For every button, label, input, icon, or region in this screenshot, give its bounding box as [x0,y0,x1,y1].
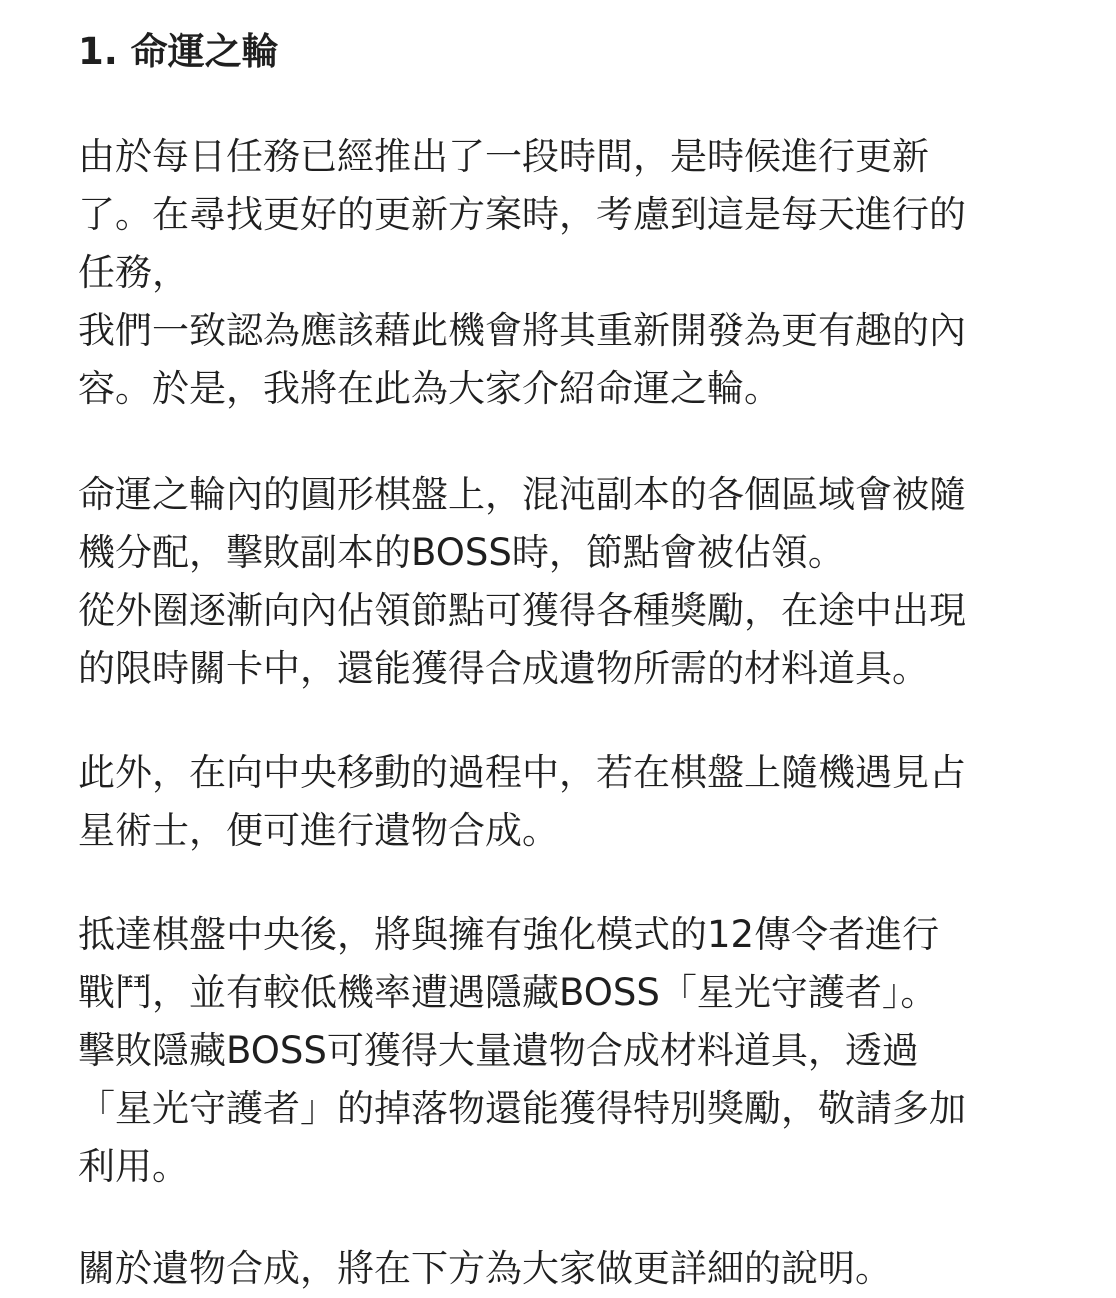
paragraph-boss [78,906,1040,1196]
section-heading: 1. 命運之輪 [78,30,279,73]
paragraph-line: 星術士，便可進行遺物合成。 [78,809,559,852]
paragraph-intro [78,128,1040,418]
paragraph-line: 容。於是，我將在此為大家介紹命運之輪。 [78,367,781,410]
paragraph-line: 的限時關卡中，還能獲得合成遺物所需的材料道具。 [78,647,929,690]
paragraph-line: 了。在尋找更好的更新方案時，考慮到這是每天進行的 [78,193,966,236]
paragraph-line: 由於每日任務已經推出了一段時間，是時候進行更新 [78,135,929,178]
paragraph-line: 命運之輪內的圓形棋盤上，混沌副本的各個區域會被隨 [78,473,966,516]
paragraph-board [78,466,1040,698]
paragraph-line: 戰鬥，並有較低機率遭遇隱藏BOSS「星光守護者」。 [78,971,938,1014]
paragraph-line: 從外圈逐漸向內佔領節點可獲得各種獎勵，在途中出現 [78,589,966,632]
paragraph-line: 擊敗隱藏BOSS可獲得大量遺物合成材料道具，透過 [78,1029,919,1072]
paragraph-line: 利用。 [78,1145,189,1188]
paragraph-line: 「星光守護者」的掉落物還能獲得特別獎勵，敬請多加 [78,1087,966,1130]
paragraph-line: 抵達棋盤中央後，將與擁有強化模式的12傳令者進行 [78,913,940,956]
paragraph-line: 此外，在向中央移動的過程中，若在棋盤上隨機遇見占 [78,751,966,794]
paragraph-line: 機分配，擊敗副本的BOSS時，節點會被佔領。 [78,531,845,574]
paragraph-line: 任務， [78,251,189,294]
cut-off-text-line: 關於遺物合成，將在下方為大家做更詳細的說明。 [78,1247,892,1290]
paragraph-line: 我們一致認為應該藉此機會將其重新開發為更有趣的內 [78,309,966,352]
paragraph-astrologer [78,744,1040,860]
